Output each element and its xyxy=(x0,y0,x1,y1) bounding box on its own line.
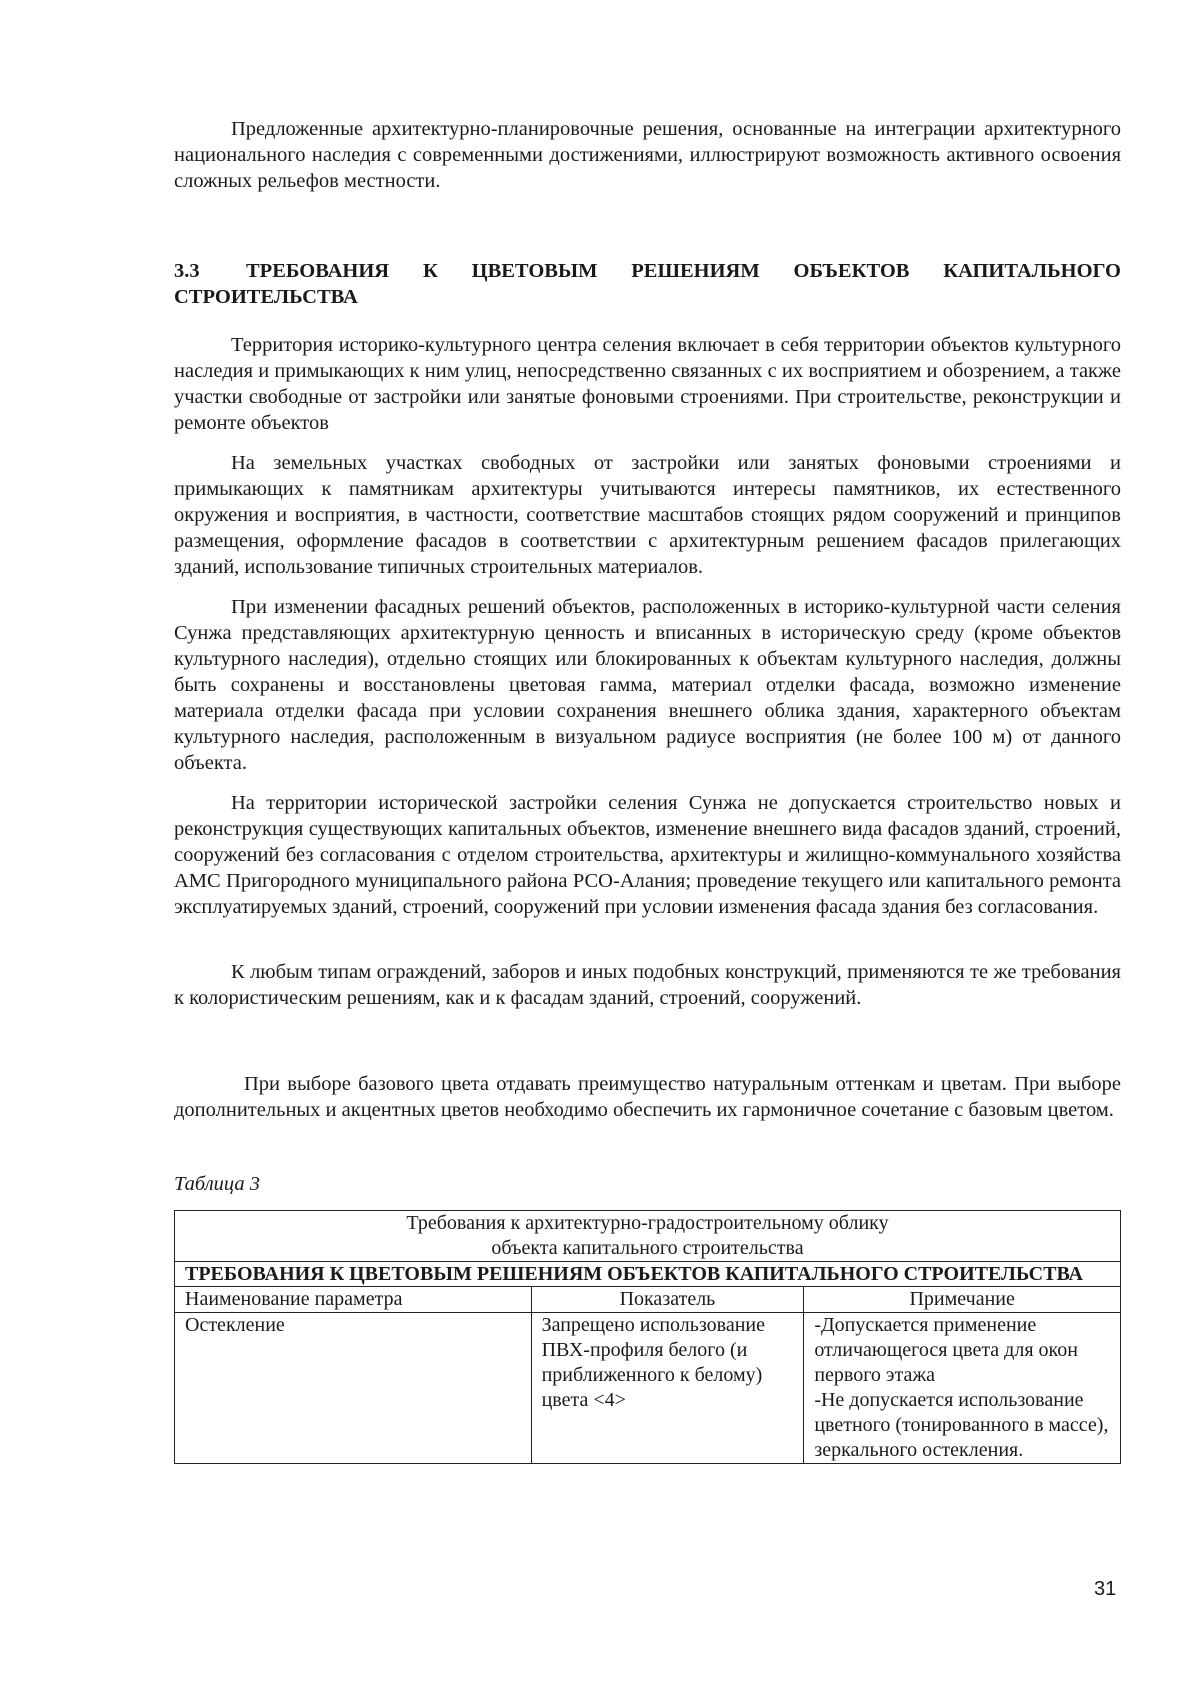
table-caption: Таблица 3 xyxy=(174,1173,261,1195)
paragraph: К любым типам ограждений, заборов и иных подобных конструкций, применяются те же требования к колористическим решениям, как и к фасадам зданий, строений, сооружений. xyxy=(174,961,1121,1009)
note-line: -Допускается применение отличающегося цвета для окон первого этажа xyxy=(814,1314,1078,1386)
paragraph: На территории исторической застройки селения Сунжа не допускается строительство новых и реконструкция существующих капитальных объектов, изменение внешнего вида фасадов зданий, строений, сооружений без согласования с отделом строительства, архитектуры и жилищно-коммунального хозяйства АМС Пригородного муниципального района РСО-Алания; проведение текущего или капитального ремонта эксплуатируемых зданий, строений, сооружений при условии изменения фасада здания без согласования. xyxy=(174,792,1121,918)
table-section-row xyxy=(175,1262,1121,1287)
table-title-line: Требования к архитектурно-градостроительному облику xyxy=(406,1212,889,1234)
table-section-heading xyxy=(175,1262,1121,1287)
note-line: -Не допускается использование цветного (тонированного в массе), зеркального остекления. xyxy=(814,1389,1109,1461)
table-cell-note xyxy=(804,1313,1121,1464)
column-header: Примечание xyxy=(804,1287,1121,1313)
table-section-heading-text: ТРЕБОВАНИЯ К ЦВЕТОВЫМ РЕШЕНИЯМ ОБЪЕКТОВ КАПИТАЛЬНОГО СТРОИТЕЛЬСТВА xyxy=(185,1263,1083,1285)
table-cell-parameter: Остекление xyxy=(175,1313,532,1464)
section-title: ТРЕБОВАНИЯ К ЦВЕТОВЫМ РЕШЕНИЯМ ОБЪЕКТОВ КАПИТАЛЬНОГО СТРОИТЕЛЬСТВА xyxy=(174,260,1121,308)
page-number: 31 xyxy=(1094,1578,1117,1600)
paragraph: При изменении фасадных решений объектов, расположенных в историко-культурной части селения Сунжа представляющих архитектурную ценность и вписанных в историческую среду (кроме объектов культурного наследия), отдельно стоящих или блокированных к объектам культурного наследия, должны быть сохранены и восстановлены цветовая гамма, материал отделки фасада, возможно изменение материала отделки фасада при условии сохранения внешнего облика здания, характерного объектам культурного наследия, расположенным в визуальном радиусе восприятия (не более 100 м) от данного объекта. xyxy=(174,596,1121,774)
paragraph: Территория историко-культурного центра селения включает в себя территории объектов культурного наследия и примыкающих к ним улиц, непосредственно связанных с их восприятием и обозрением, а также участки свободные от застройки или занятые фоновыми строениями. При строительстве, реконструкции и ремонте объектов xyxy=(174,334,1121,434)
table-header-row xyxy=(175,1287,1121,1313)
table-cell-indicator: Запрещено использование ПВХ-профиля белого (и приближенного к белому) цвета <4> xyxy=(531,1313,804,1464)
intro-paragraph: Предложенные архитектурно-планировочные решения, основанные на интеграции архитектурного национального наследия с современными достижениями, иллюстрируют возможность активного освоения сложных рельефов местности. xyxy=(174,118,1121,192)
section-heading xyxy=(174,258,1121,310)
table-row xyxy=(175,1313,1121,1464)
requirements-table xyxy=(174,1210,1121,1464)
section-number: 3.3 xyxy=(174,260,200,282)
column-header: Показатель xyxy=(531,1287,804,1313)
paragraph: При выборе базового цвета отдавать преимущество натуральным оттенкам и цветам. При выборе дополнительных и акцентных цветов необходимо обеспечить их гармоничное сочетание с базовым цветом. xyxy=(174,1073,1121,1121)
table-title-row xyxy=(175,1211,1121,1262)
paragraph: На земельных участках свободных от застройки или занятых фоновыми строениями и примыкающих к памятникам архитектуры учитываются интересы памятников, их естественного окружения и восприятия, в частности, соответствие масштабов стоящих рядом сооружений и принципов размещения, оформление фасадов в соответствии с архитектурным решением фасадов прилегающих зданий, использование типичных строительных материалов. xyxy=(174,452,1121,578)
table-title-line: объекта капитального строительства xyxy=(491,1237,804,1259)
table-title xyxy=(175,1211,1121,1262)
column-header: Наименование параметра xyxy=(175,1287,532,1313)
